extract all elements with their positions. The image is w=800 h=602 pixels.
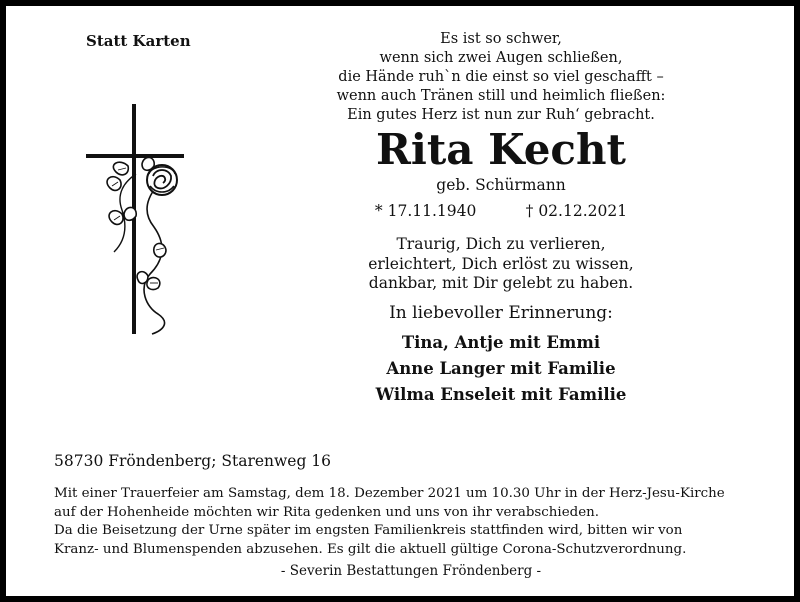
saying [306,235,696,294]
deceased-name: Rita Kecht [376,125,626,174]
mourner: Wilma Enseleit mit Familie [375,385,627,404]
saying-line: dankbar, mit Dir gelebt zu haben. [368,274,634,292]
poem-line: Es ist so schwer, [440,31,562,47]
body-line: Mit einer Trauerfeier am Samstag, dem 18. Dezember 2021 um 10.30 Uhr in der Herz-Jesu-Kirche [54,486,725,501]
death-date: † 02.12.2021 [525,202,628,220]
poem-line: wenn sich zwei Augen schließen, [379,50,623,66]
service-information [54,485,764,559]
poem-line: wenn auch Tränen still und heimlich fließen: [336,88,666,104]
body-line: Da die Beisetzung der Urne später im engsten Familienkreis stattfinden wird, bitten wir von [54,523,683,538]
memory-heading: In liebevoller Erinnerung: [389,303,613,323]
body-line: Kranz- und Blumenspenden abzusehen. Es gilt die aktuell gültige Corona-Schutzverordnung. [54,541,687,557]
poem-line: die Hände ruh`n die einst so viel geschafft – [338,69,664,85]
cross-with-rose-icon [84,102,194,337]
poem [306,30,696,125]
mourners-list [306,330,696,408]
birth-date: * 17.11.1940 [374,202,477,220]
statt-karten-label: Statt Karten [86,32,191,50]
body-line: auf der Hohenheide möchten wir Rita gedenken und uns von ihr verabschieden. [54,504,600,520]
mourner: Anne Langer mit Familie [386,359,616,378]
saying-line: erleichtert, Dich erlöst zu wissen, [368,254,634,273]
address: 58730 Fröndenberg; Starenweg 16 [54,452,332,470]
date-separator [476,202,525,220]
poem-line: Ein gutes Herz ist nun zur Ruh‘ gebracht. [347,107,655,123]
birth-name: geb. Schürmann [436,176,566,194]
mourner: Tina, Antje mit Emmi [401,333,601,352]
saying-line: Traurig, Dich zu verlieren, [396,235,606,253]
funeral-home: - Severin Bestattungen Fröndenberg - [280,563,542,579]
life-dates [306,202,696,220]
